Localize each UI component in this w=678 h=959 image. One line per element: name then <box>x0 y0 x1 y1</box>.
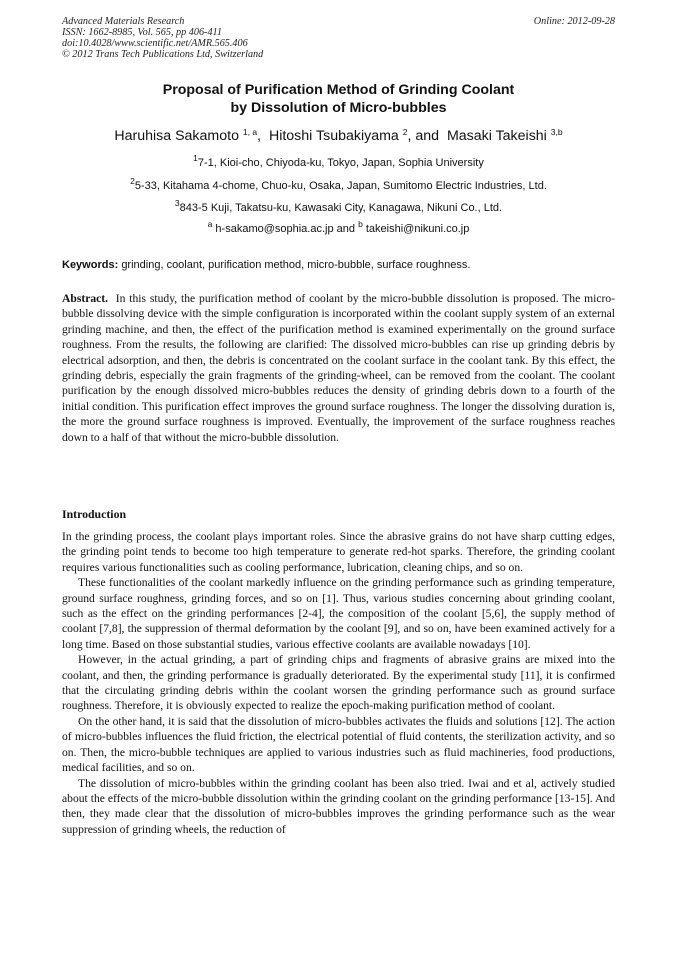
introduction-body <box>62 529 615 837</box>
email-superscript: a <box>207 219 213 229</box>
email-joiner: and <box>336 223 356 235</box>
email-link-a[interactable]: h-sakamo@sophia.ac.jp <box>215 223 334 235</box>
author-name: Hitoshi Tsubakiyama <box>268 128 399 144</box>
paragraph: In the grinding process, the coolant plays important roles. Since the abrasive grains do not have sharp cutting edges, the grinding point tends to become too high temperature to generate red-hot sparks. Therefore, the grinding coolant requires various functionalities such as cooling performance, lubrication, cleaning chips, and so on. <box>62 530 615 574</box>
journal-name: Advanced Materials Research <box>62 16 185 27</box>
email-link-b[interactable]: takeishi@nikuni.co.jp <box>365 223 470 235</box>
section-heading-introduction: Introduction <box>62 507 127 521</box>
abstract-label: Abstract. <box>62 292 109 305</box>
author-name: Haruhisa Sakamoto <box>114 128 239 144</box>
abstract <box>62 291 615 445</box>
author-separator: , <box>257 128 265 144</box>
author-superscript: 3,b <box>550 127 563 137</box>
affiliation-text: 7-1, Kioi-cho, Chiyoda-ku, Tokyo, Japan, Sophia University <box>197 157 484 169</box>
journal-header <box>62 16 615 60</box>
email-superscript: b <box>358 219 363 229</box>
affiliation-3 <box>62 198 615 215</box>
email-line <box>62 219 615 236</box>
keywords <box>62 258 615 272</box>
author-superscript: 1, a <box>242 127 258 137</box>
author-superscript: 2 <box>402 127 408 137</box>
paragraph: The dissolution of micro-bubbles within the grinding coolant has been also tried. Iwai and et al, actively studied about the effects of the micro-bubble dissolution within the grinding coolant on the grinding performance [13-15]. And then, they made clear that the dissolution of micro-bubbles improves the grinding performance such as the wear suppression of grinding wheels, the reduction of <box>62 776 615 836</box>
paper-title <box>62 81 615 117</box>
affiliation-2 <box>62 176 615 193</box>
author-name: Masaki Takeishi <box>446 128 547 144</box>
keywords-text: grinding, coolant, purification method, micro-bubble, surface roughness. <box>121 259 471 271</box>
copyright-line: © 2012 Trans Tech Publications Ltd, Switzerland <box>62 49 264 60</box>
affiliation-text: 5-33, Kitahama 4-chome, Chuo-ku, Osaka, Japan, Sumitomo Electric Industries, Ltd. <box>134 180 547 192</box>
paragraph: On the other hand, it is said that the dissolution of micro-bubbles activates the fluids and solutions [12]. The action of micro-bubbles influences the fluid friction, the electrical potential of fluid contents, the sterilization activity, and so on. Then, the micro-bubble techniques are applied to various industries such as fluid machineries, food productions, medical facilities, and so on. <box>62 714 615 775</box>
abstract-text: In this study, the purification method of coolant by the micro-bubble dissolution is proposed. The micro-bubble dissolving device with the simple configuration is incorporated within the coolant supply system of an external grinding machine, and then, the effect of the purification method is examined experimentally on the ground surface roughness. From the results, the following are clarified: The dissolved micro-bubbles can rise up grinding debris by electrical adsorption, and then, the debris is concentrated on the coolant surface in the coolant tank. By this effect, the grinding debris, especially the grain fragments of the grinding-wheel, can be removed from the coolant. The coolant purification by the enough dissolved micro-bubbles reduces the density of grinding debris down to a fourth of the initial condition. This purification effect improves the ground surface roughness. The longer the dissolving duration is, the more the ground surface roughness is improved. Eventually, the improvement of the surface roughness reaches down to a half of that without the micro-bubble dissolution. <box>62 292 616 444</box>
online-date: Online: 2012-09-28 <box>533 16 615 27</box>
paragraph: However, in the actual grinding, a part of grinding chips and fragments of abrasive grains are mixed into the coolant, and then, the grinding performance is gradually deteriorated. By the experimental study [11], it is confirmed that the circulating grinding debris within the coolant worsen the grinding performance such as ground surface roughness. Therefore, it is obviously expected to realize the epoch-making purification method of coolant. <box>62 653 615 713</box>
doi-line[interactable]: doi:10.4028/www.scientific.net/AMR.565.406 <box>62 38 248 49</box>
paragraph: These functionalities of the coolant markedly influence on the grinding performance such as grinding temperature, ground surface roughness, grinding forces, and so on [1]. Thus, various studies concerning about grinding coolant, such as the effect on the grinding performances [2-4], the composition of the coolant [5,6], the supply method of coolant [7,8], the suppression of thermal deformation by the coolant [9], and so on, have been examined actively for a long time. Based on those substantial studies, various effective coolants are available nowadays [10]. <box>62 576 615 651</box>
issn-line: ISSN: 1662-8985, Vol. 565, pp 406-411 <box>62 27 222 38</box>
author-separator: , and <box>407 128 443 144</box>
affiliation-1 <box>62 153 615 170</box>
affiliation-superscript: 1 <box>193 153 198 163</box>
title-line-1: Proposal of Purification Method of Grinding Coolant <box>162 82 515 98</box>
affiliation-text: 843-5 Kuji, Takatsu-ku, Kawasaki City, Kanagawa, Nikuni Co., Ltd. <box>179 202 503 214</box>
title-line-2: by Dissolution of Micro-bubbles <box>230 100 447 116</box>
affiliation-superscript: 3 <box>174 198 180 208</box>
affiliation-superscript: 2 <box>130 176 135 186</box>
keywords-label: Keywords: <box>62 259 119 271</box>
author-list <box>62 127 615 145</box>
